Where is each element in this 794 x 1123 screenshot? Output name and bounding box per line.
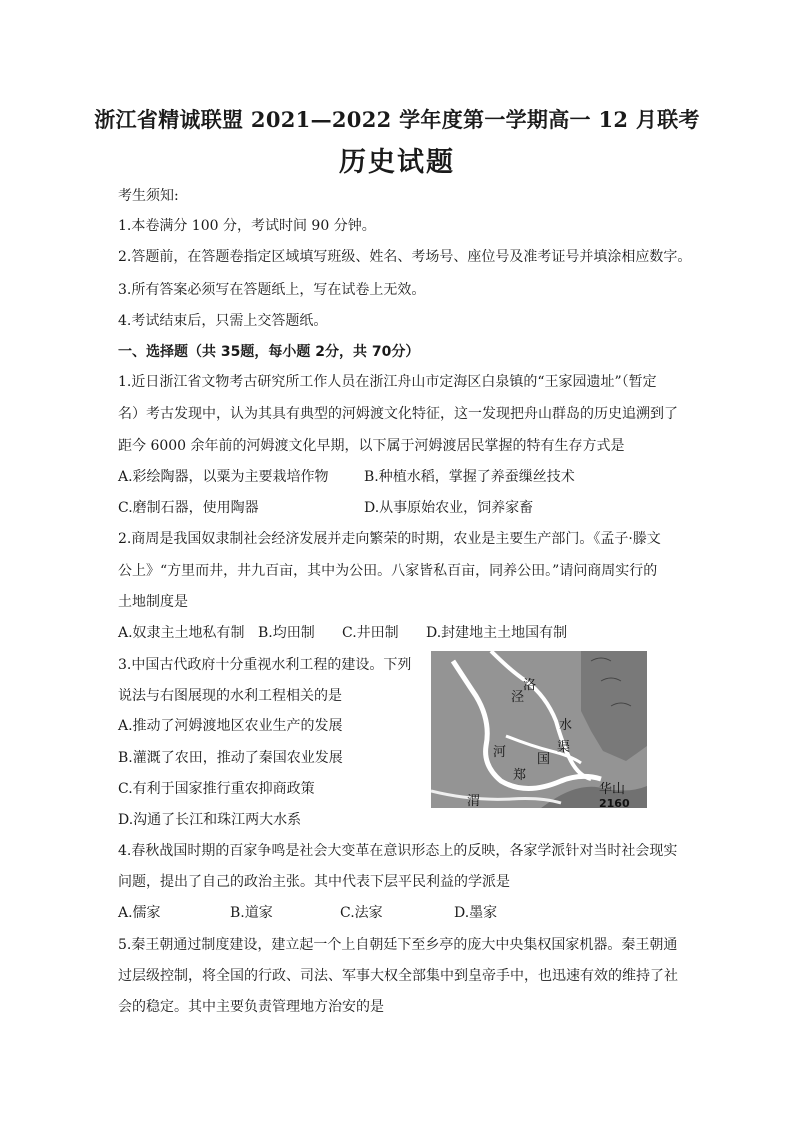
map-label: 洛 <box>523 678 537 693</box>
question-2-line: 土地制度是 <box>118 594 188 610</box>
question-1-option-c[interactable]: C.磨制石器，使用陶器 <box>118 500 259 516</box>
question-2-option-d[interactable]: D.封建地主土地国有制 <box>426 625 568 641</box>
zhengguo-canal-map <box>431 651 647 808</box>
question-3-line: 说法与右图展现的水利工程相关的是 <box>118 688 342 704</box>
question-4-line: 问题，提出了自己的政治主张。其中代表下层平民利益的学派是 <box>118 874 510 890</box>
question-1-line: 距今 6000 余年前的河姆渡文化早期，以下属于河姆渡居民掌握的特有生存方式是 <box>118 438 625 454</box>
map-label: 水 <box>559 718 573 733</box>
map-label: 郑 <box>513 768 527 783</box>
question-1-line: 名）考古发现中，认为其具有典型的河姆渡文化特征，这一发现把舟山群岛的历史追溯到了 <box>118 406 678 422</box>
question-2-option-a[interactable]: A.奴隶主土地私有制 <box>118 625 245 641</box>
question-5-line: 过层级控制，将全国的行政、司法、军事大权全部集中到皇帝手中，也迅速有效的维持了社 <box>118 968 678 984</box>
question-3-option-d[interactable]: D.沟通了长江和珠江两大水系 <box>118 812 302 828</box>
map-label: 泾 <box>511 690 525 705</box>
question-4-option-c[interactable]: C.法家 <box>340 905 383 921</box>
question-3-option-b[interactable]: B.灌溉了农田，推动了秦国农业发展 <box>118 750 343 766</box>
question-2-option-b[interactable]: B.均田制 <box>258 625 315 641</box>
question-5-line: 5.秦王朝通过制度建设，建立起一个上自朝廷下至乡亭的庞大中央集权国家机器。秦王朝通 <box>118 937 678 953</box>
notice-item: 2.答题前，在答题卷指定区域填写班级、姓名、考场号、座位号及准考证号并填涂相应数字。 <box>118 249 692 265</box>
notice-item: 3.所有答案必须写在答题纸上，写在试卷上无效。 <box>118 282 426 298</box>
question-1-option-b[interactable]: B.种植水稻，掌握了养蚕缫丝技术 <box>364 469 575 485</box>
map-label: 渠 <box>557 740 571 755</box>
map-label: 渭 <box>467 794 481 808</box>
question-3-line: 3.中国古代政府十分重视水利工程的建设。下列 <box>118 657 412 673</box>
question-4-option-a[interactable]: A.儒家 <box>118 905 161 921</box>
question-3-option-a[interactable]: A.推动了河姆渡地区农业生产的发展 <box>118 718 343 734</box>
map-label: 国 <box>537 752 551 767</box>
question-2-line: 2.商周是我国奴隶制社会经济发展并走向繁荣的时期，农业是主要生产部门。《孟子·滕文 <box>118 531 661 547</box>
question-2-line: 公上》“方里而井，井九百亩，其中为公田。八家皆私百亩，同养公田。”请问商周实行的 <box>118 563 658 579</box>
question-5-line: 会的稳定。其中主要负责管理地方治安的是 <box>118 999 384 1015</box>
question-4-line: 4.春秋战国时期的百家争鸣是社会大变革在意识形态上的反映，各家学派针对当时社会现实 <box>118 843 678 859</box>
exam-subtitle: 历史试题 <box>339 147 455 178</box>
section-heading: 一、选择题（共 35题，每小题 2分，共 70分） <box>118 344 420 360</box>
question-2-option-c[interactable]: C.井田制 <box>342 625 399 641</box>
question-4-option-b[interactable]: B.道家 <box>230 905 273 921</box>
question-1-line: 1.近日浙江省文物考古研究所工作人员在浙江舟山市定海区白泉镇的“王家园遗址”（暂定 <box>118 374 657 390</box>
question-3-option-c[interactable]: C.有利于国家推行重农抑商政策 <box>118 781 315 797</box>
question-1-option-a[interactable]: A.彩绘陶器，以粟为主要栽培作物 <box>118 469 329 485</box>
map-label: 华山 <box>599 782 626 797</box>
question-4-option-d[interactable]: D.墨家 <box>454 905 498 921</box>
notice-heading: 考生须知: <box>118 188 179 204</box>
exam-title: 浙江省精诚联盟 2021—2022 学年度第一学期高一 12 月联考 <box>94 107 700 132</box>
notice-item: 4.考试结束后，只需上交答题纸。 <box>118 313 328 329</box>
map-label: 河 <box>493 745 507 760</box>
notice-item: 1.本卷满分 100 分，考试时间 90 分钟。 <box>118 218 376 234</box>
question-1-option-d[interactable]: D.从事原始农业，饲养家畜 <box>364 500 534 516</box>
map-label: 2160 <box>599 797 630 808</box>
